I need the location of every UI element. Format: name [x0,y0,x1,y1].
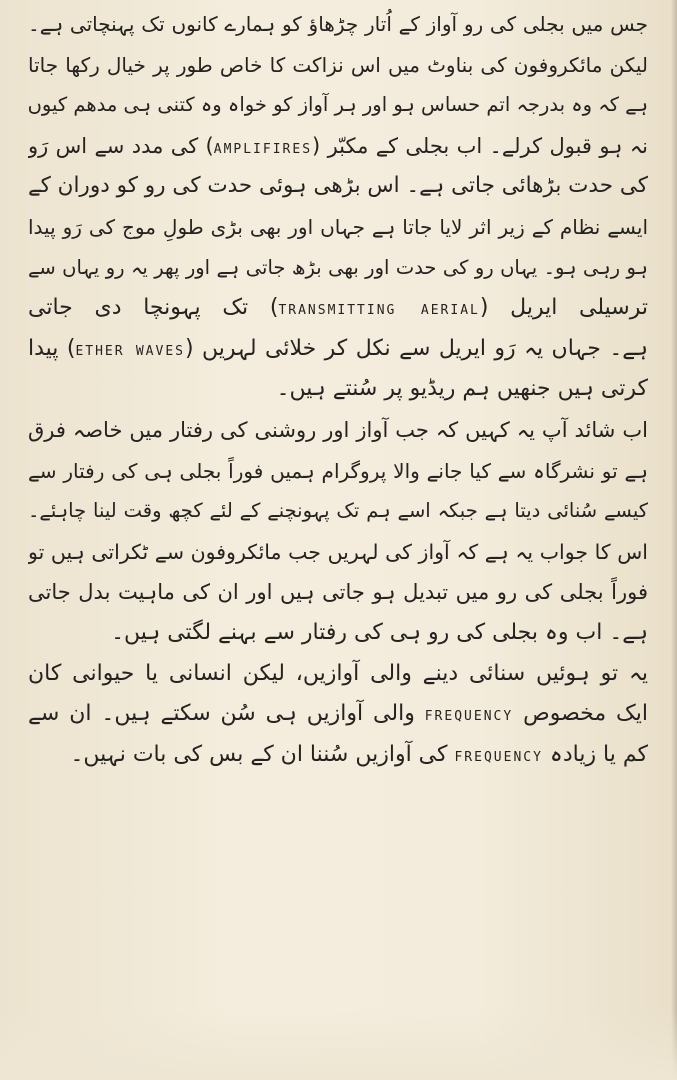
text-line: اب شائد آپ یہ کہیں کہ جب آواز اور روشنی کی رفتار میں خاصہ فرق [28,417,648,442]
text-line: اس کا جواب یہ ہے کہ آواز کی لہریں جب مائکروفون سے ٹکراتی ہیں تو [28,539,648,564]
text-line: ایک مخصوص FREQUENCY والی آوازیں ہی سُن سکتے ہیں۔ ان سے [28,701,648,727]
text-line: جس میں بجلی کی رو آواز کے اُتار چڑھاؤ کو ہمارے کانوں تک پہنچاتی ہے۔ [28,12,648,36]
text-line: ہے۔ اب وہ بجلی کی رو ہی کی رفتار سے بہنے لگتی ہیں۔ [111,619,648,645]
latin-term: TRANSMITTING AERIAL [278,303,480,319]
text-line: فوراً بجلی کی رو میں تبدیل ہو جاتی ہیں اور ان کی ماہیت بدل جاتی [28,580,648,605]
text-line: کیسے سُنائی دیتا ہے جبکہ اسے ہم تک پہونچنے کے لئے کچھ وقت لینا چاہئے۔ [28,499,648,523]
page-bottom-margin [0,1010,677,1080]
latin-term: AMPLIFIRES [213,141,313,157]
latin-term: FREQUENCY [424,709,514,725]
text-line: ترسیلی ایریل (TRANSMITTING AERIAL) تک پہونچا دی جاتی [28,295,648,321]
text-line: یہ تو ہوئیں سنائی دینے والی آوازیں، لیکن انسانی یا حیوانی کان [28,660,648,686]
latin-term: FREQUENCY [454,749,543,765]
text-line: نہ ہو قبول کرلے۔ اب بجلی کے مکبّر (AMPLIFIRES) کی مدد سے اس رَو [28,133,648,158]
text-line: کم یا زیادہ FREQUENCY کی آوازیں سُننا ان کے بس کی بات نہیں۔ [70,741,648,767]
text-line: ہو رہی ہو۔ یہاں رو کی حدت اور بھی بڑھ جاتی ہے اور پھر یہ رو یہاں سے [28,255,648,279]
latin-term: ETHER WAVES [75,343,185,359]
text-line: کی حدت بڑھائی جاتی ہے۔ اس بڑھی ہوئی حدت کی رو کو دوران کے [28,173,648,199]
text-line: کرتی ہیں جنھیں ہم ریڈیو پر سُنتے ہیں۔ [276,376,648,402]
text-line: ہے تو نشرگاہ سے کیا جانے والا پروگرام ہمیں فوراً بجلی ہی کی رفتار سے [28,458,648,483]
text-line: ہے کہ وہ بدرجہ اتم حساس ہو اور ہر آواز کو خواہ وہ کتنی ہی مدھم کیوں [28,93,648,117]
text-line: ہے۔ جہاں یہ رَو ایریل سے نکل کر خلائی لہریں (ETHER WAVES) پیدا [28,335,648,361]
page-edge-shadow [671,0,677,1080]
text-line: لیکن مائکروفون کی بناوٹ میں اس نزاکت کا خاص طور پر خیال رکھا جاتا [28,52,648,77]
text-line: ایسے نظام کے زیر اثر لایا جاتا ہے جہاں اور بھی بڑی طولِ موج کی رَو پیدا [28,214,648,239]
urdu-text-block [28,4,648,775]
